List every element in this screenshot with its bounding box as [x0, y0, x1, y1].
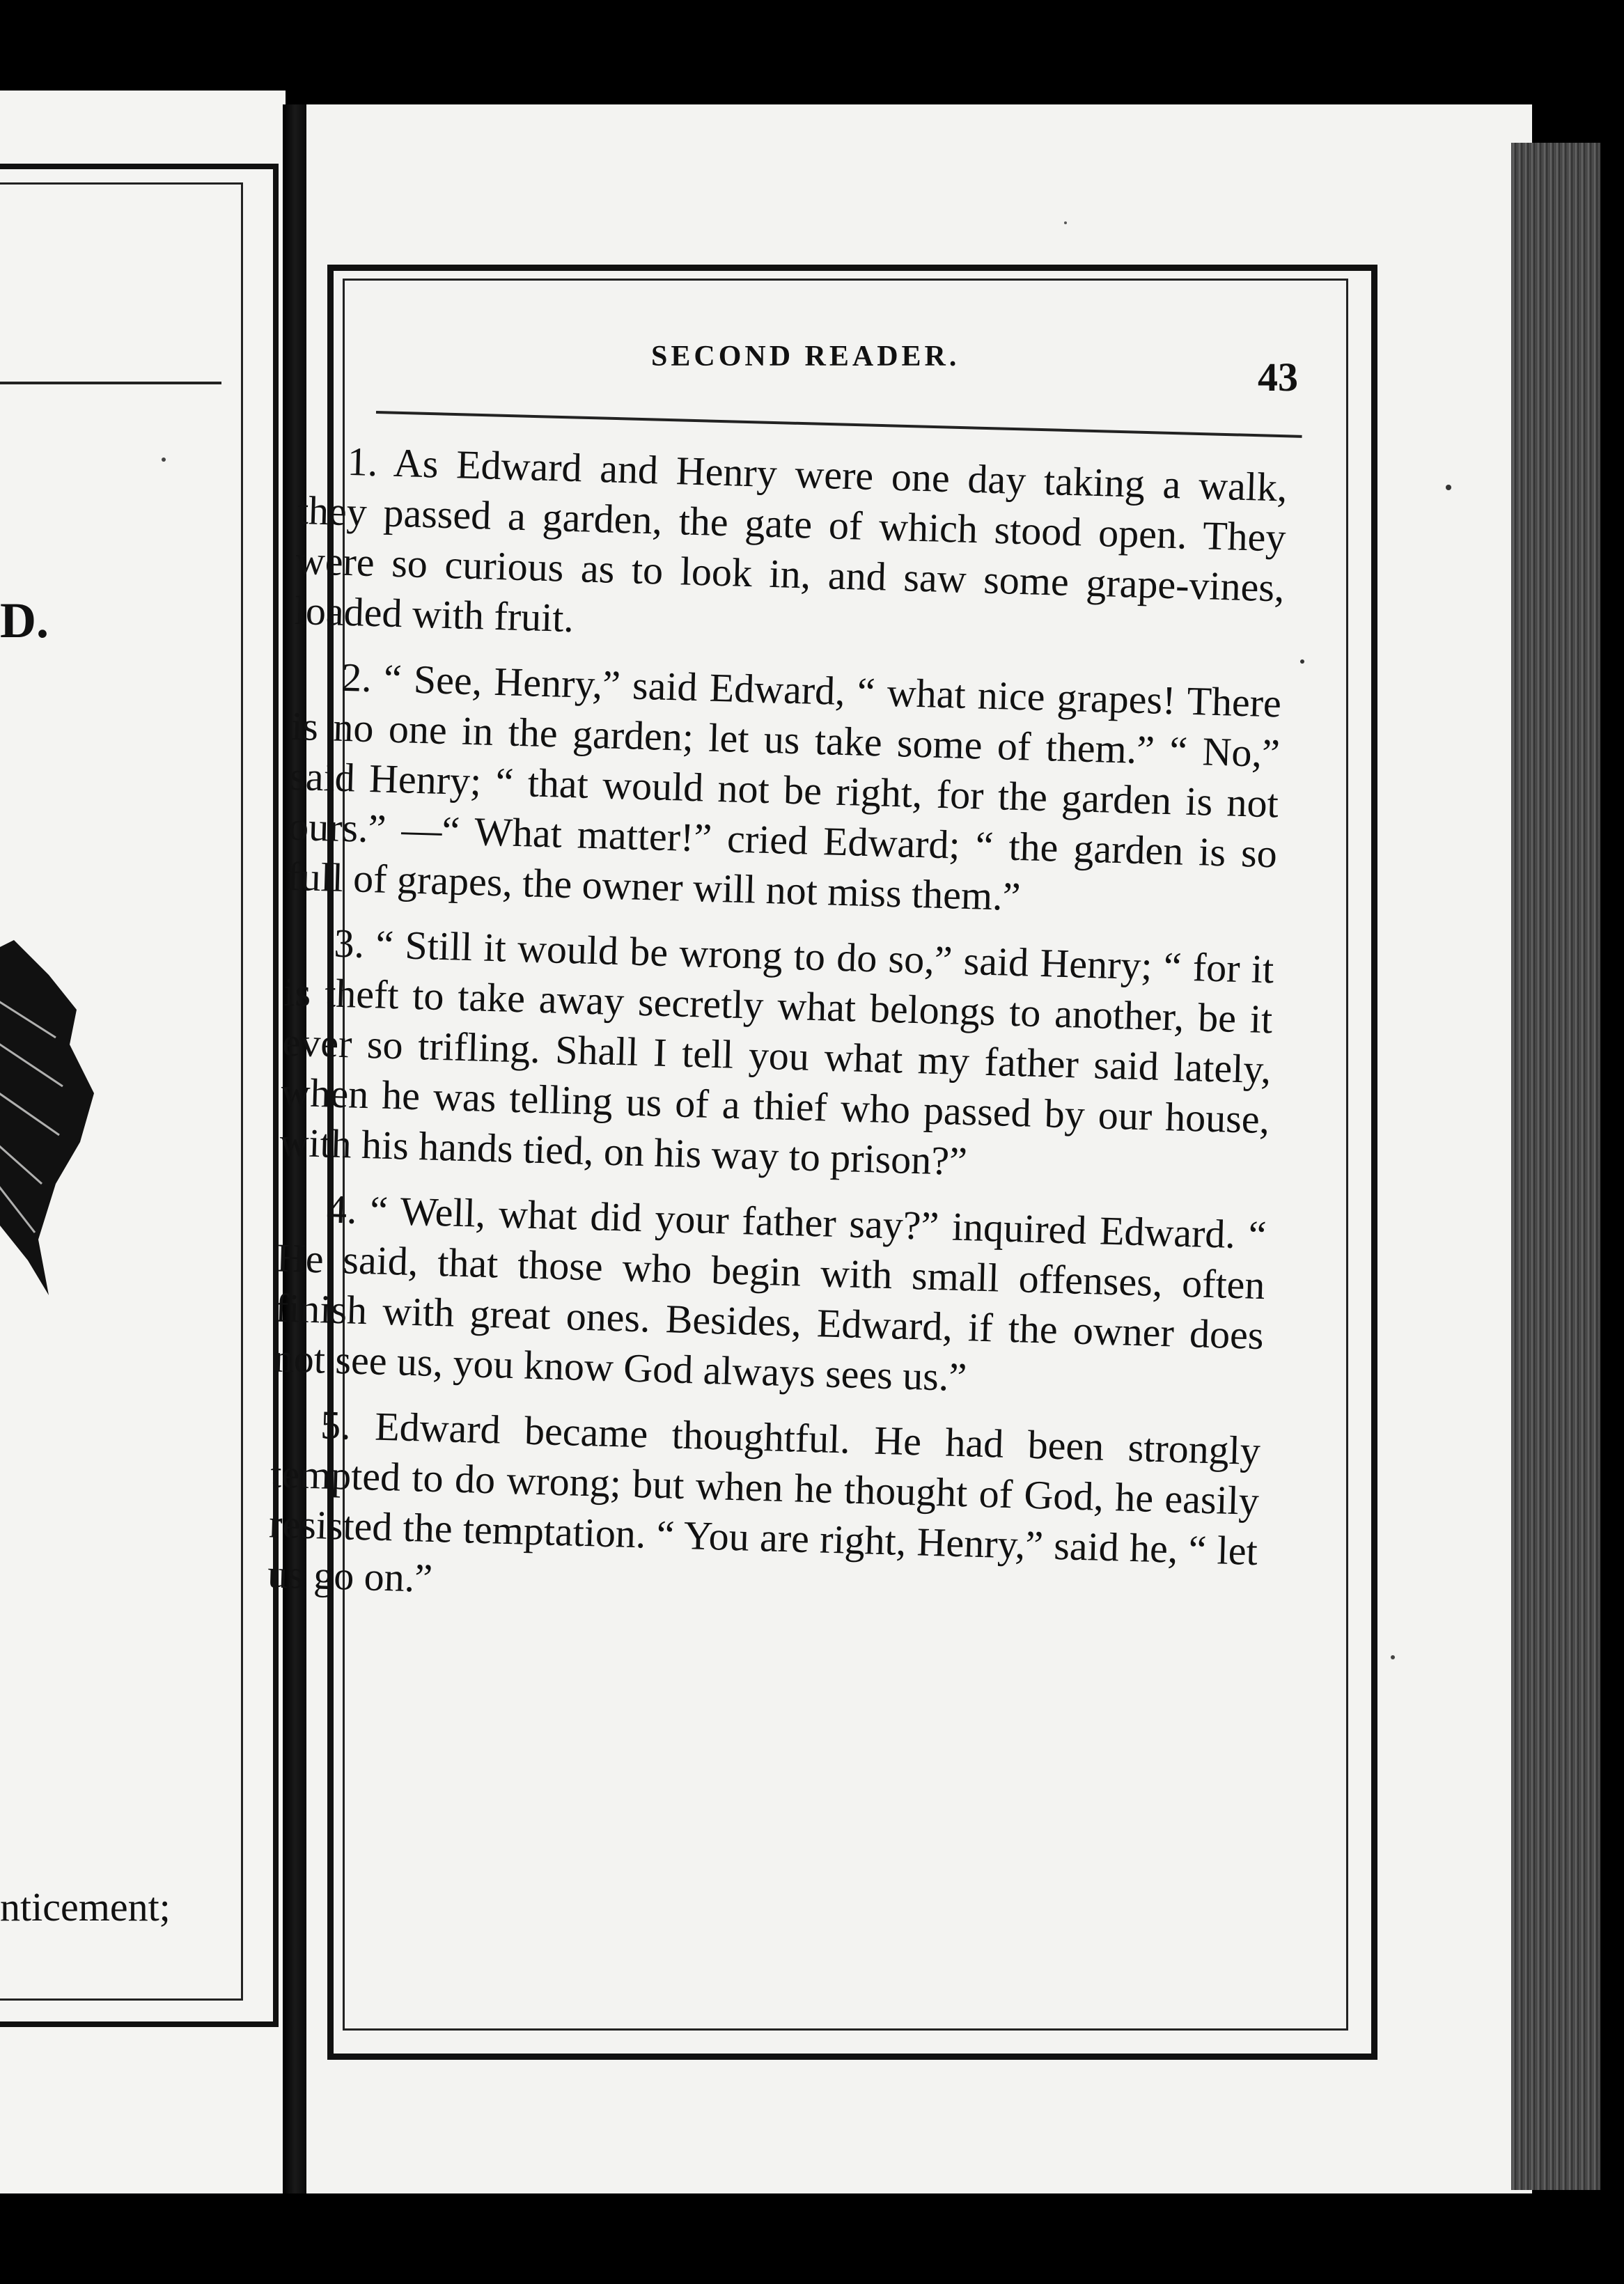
page-block-edge	[1511, 143, 1600, 2190]
paragraph-2: 2. “ See, Henry,” said Edward, “ what nice grapes! There is no one in the garden; let us take some of them.” “ No,” said Henry; “ that would not be right, for the garden is not ours.” —“ What matter!” cried Edward; “ the garden is so full of grapes, the owner will not miss them.”	[286, 654, 1282, 920]
paragraph-3: 3. “ Still it would be wrong to do so,” said Henry; “ for it is theft to take away secretly what belongs to another, be it ever so trifling. Shall I tell you what my father said lately, when he was telling us of a thief who passed by our house, with his hands tied, on his way to prison?”	[279, 920, 1275, 1184]
facing-page-rule	[0, 382, 221, 384]
paragraph-5: 5. Edward became thoughtful. He had been strongly tempted to do wrong; but when he thought of God, he easily resisted the temptation. “ You are right, Henry,” said he, “ let us go on.”	[267, 1402, 1261, 1601]
paragraph-1: 1. As Edward and Henry were one day taking a walk, they passed a garden, the gate of which stood open. They were so curious as to look in, and saw some grape-vines, loaded with fruit.	[294, 438, 1288, 641]
paragraph-4: 4. “ Well, what did your father say?” inquired Edward. “ He said, that those who begin with small offenses, often finish with great ones. Besides, Edward, if the owner does not see us, you know God always sees us.”	[273, 1186, 1267, 1400]
running-head: SECOND READER.	[651, 341, 960, 373]
facing-page-inner-frame	[0, 182, 243, 2001]
facing-page-glyph: D.	[0, 593, 49, 648]
facing-page-word: nticement;	[0, 1884, 171, 1930]
page-number: 43	[1258, 354, 1298, 400]
page-body	[267, 435, 1288, 1642]
